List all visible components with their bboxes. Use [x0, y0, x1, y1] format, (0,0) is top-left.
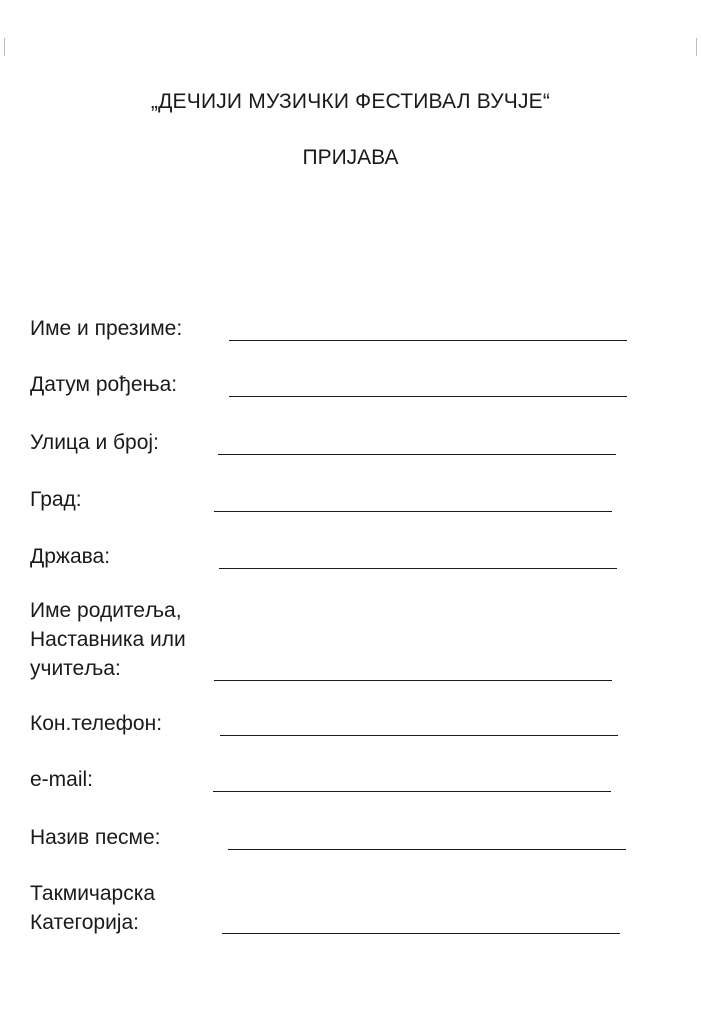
field-full-name: [30, 314, 182, 343]
fill-in-line[interactable]: [220, 735, 618, 736]
field-city: [30, 485, 82, 514]
field-label: e-mail:: [30, 768, 94, 791]
field-birth-date: [30, 370, 177, 399]
field-song-title: [30, 823, 160, 852]
field-label: Име и презиме:: [30, 317, 183, 340]
field-phone: [30, 709, 162, 738]
fill-in-line[interactable]: [229, 396, 627, 397]
fill-in-line[interactable]: [222, 933, 620, 934]
field-label: Улица и број:: [30, 431, 159, 454]
field-label: Датум рођења:: [30, 373, 178, 396]
fill-in-line[interactable]: [218, 454, 616, 455]
fill-in-line[interactable]: [228, 849, 626, 850]
field-label: Град:: [30, 488, 82, 511]
form-title: „ДЕЧИЈИ МУЗИЧКИ ФЕСТИВАЛ ВУЧЈЕ“: [150, 90, 551, 113]
field-label: Име родитеља, Наставника или учитеља:: [30, 599, 186, 680]
fill-in-line[interactable]: [213, 791, 611, 792]
page-corner-mark-left: [4, 38, 5, 56]
fill-in-line[interactable]: [219, 568, 617, 569]
field-street: [30, 428, 159, 457]
field-label: Такмичарска Категорија:: [30, 882, 156, 934]
field-label: Кон.телефон:: [30, 712, 163, 735]
form-subtitle: ПРИЈАВА: [302, 146, 399, 169]
field-category: [30, 879, 155, 937]
page-corner-mark-right: [696, 38, 697, 56]
field-label: Назив песме:: [30, 826, 161, 849]
fill-in-line[interactable]: [214, 511, 612, 512]
field-parent-teacher: [30, 596, 186, 683]
field-label: Држава:: [30, 545, 111, 568]
field-email: [30, 765, 93, 794]
field-country: [30, 542, 110, 571]
fill-in-line[interactable]: [229, 340, 627, 341]
fill-in-line[interactable]: [214, 680, 612, 681]
